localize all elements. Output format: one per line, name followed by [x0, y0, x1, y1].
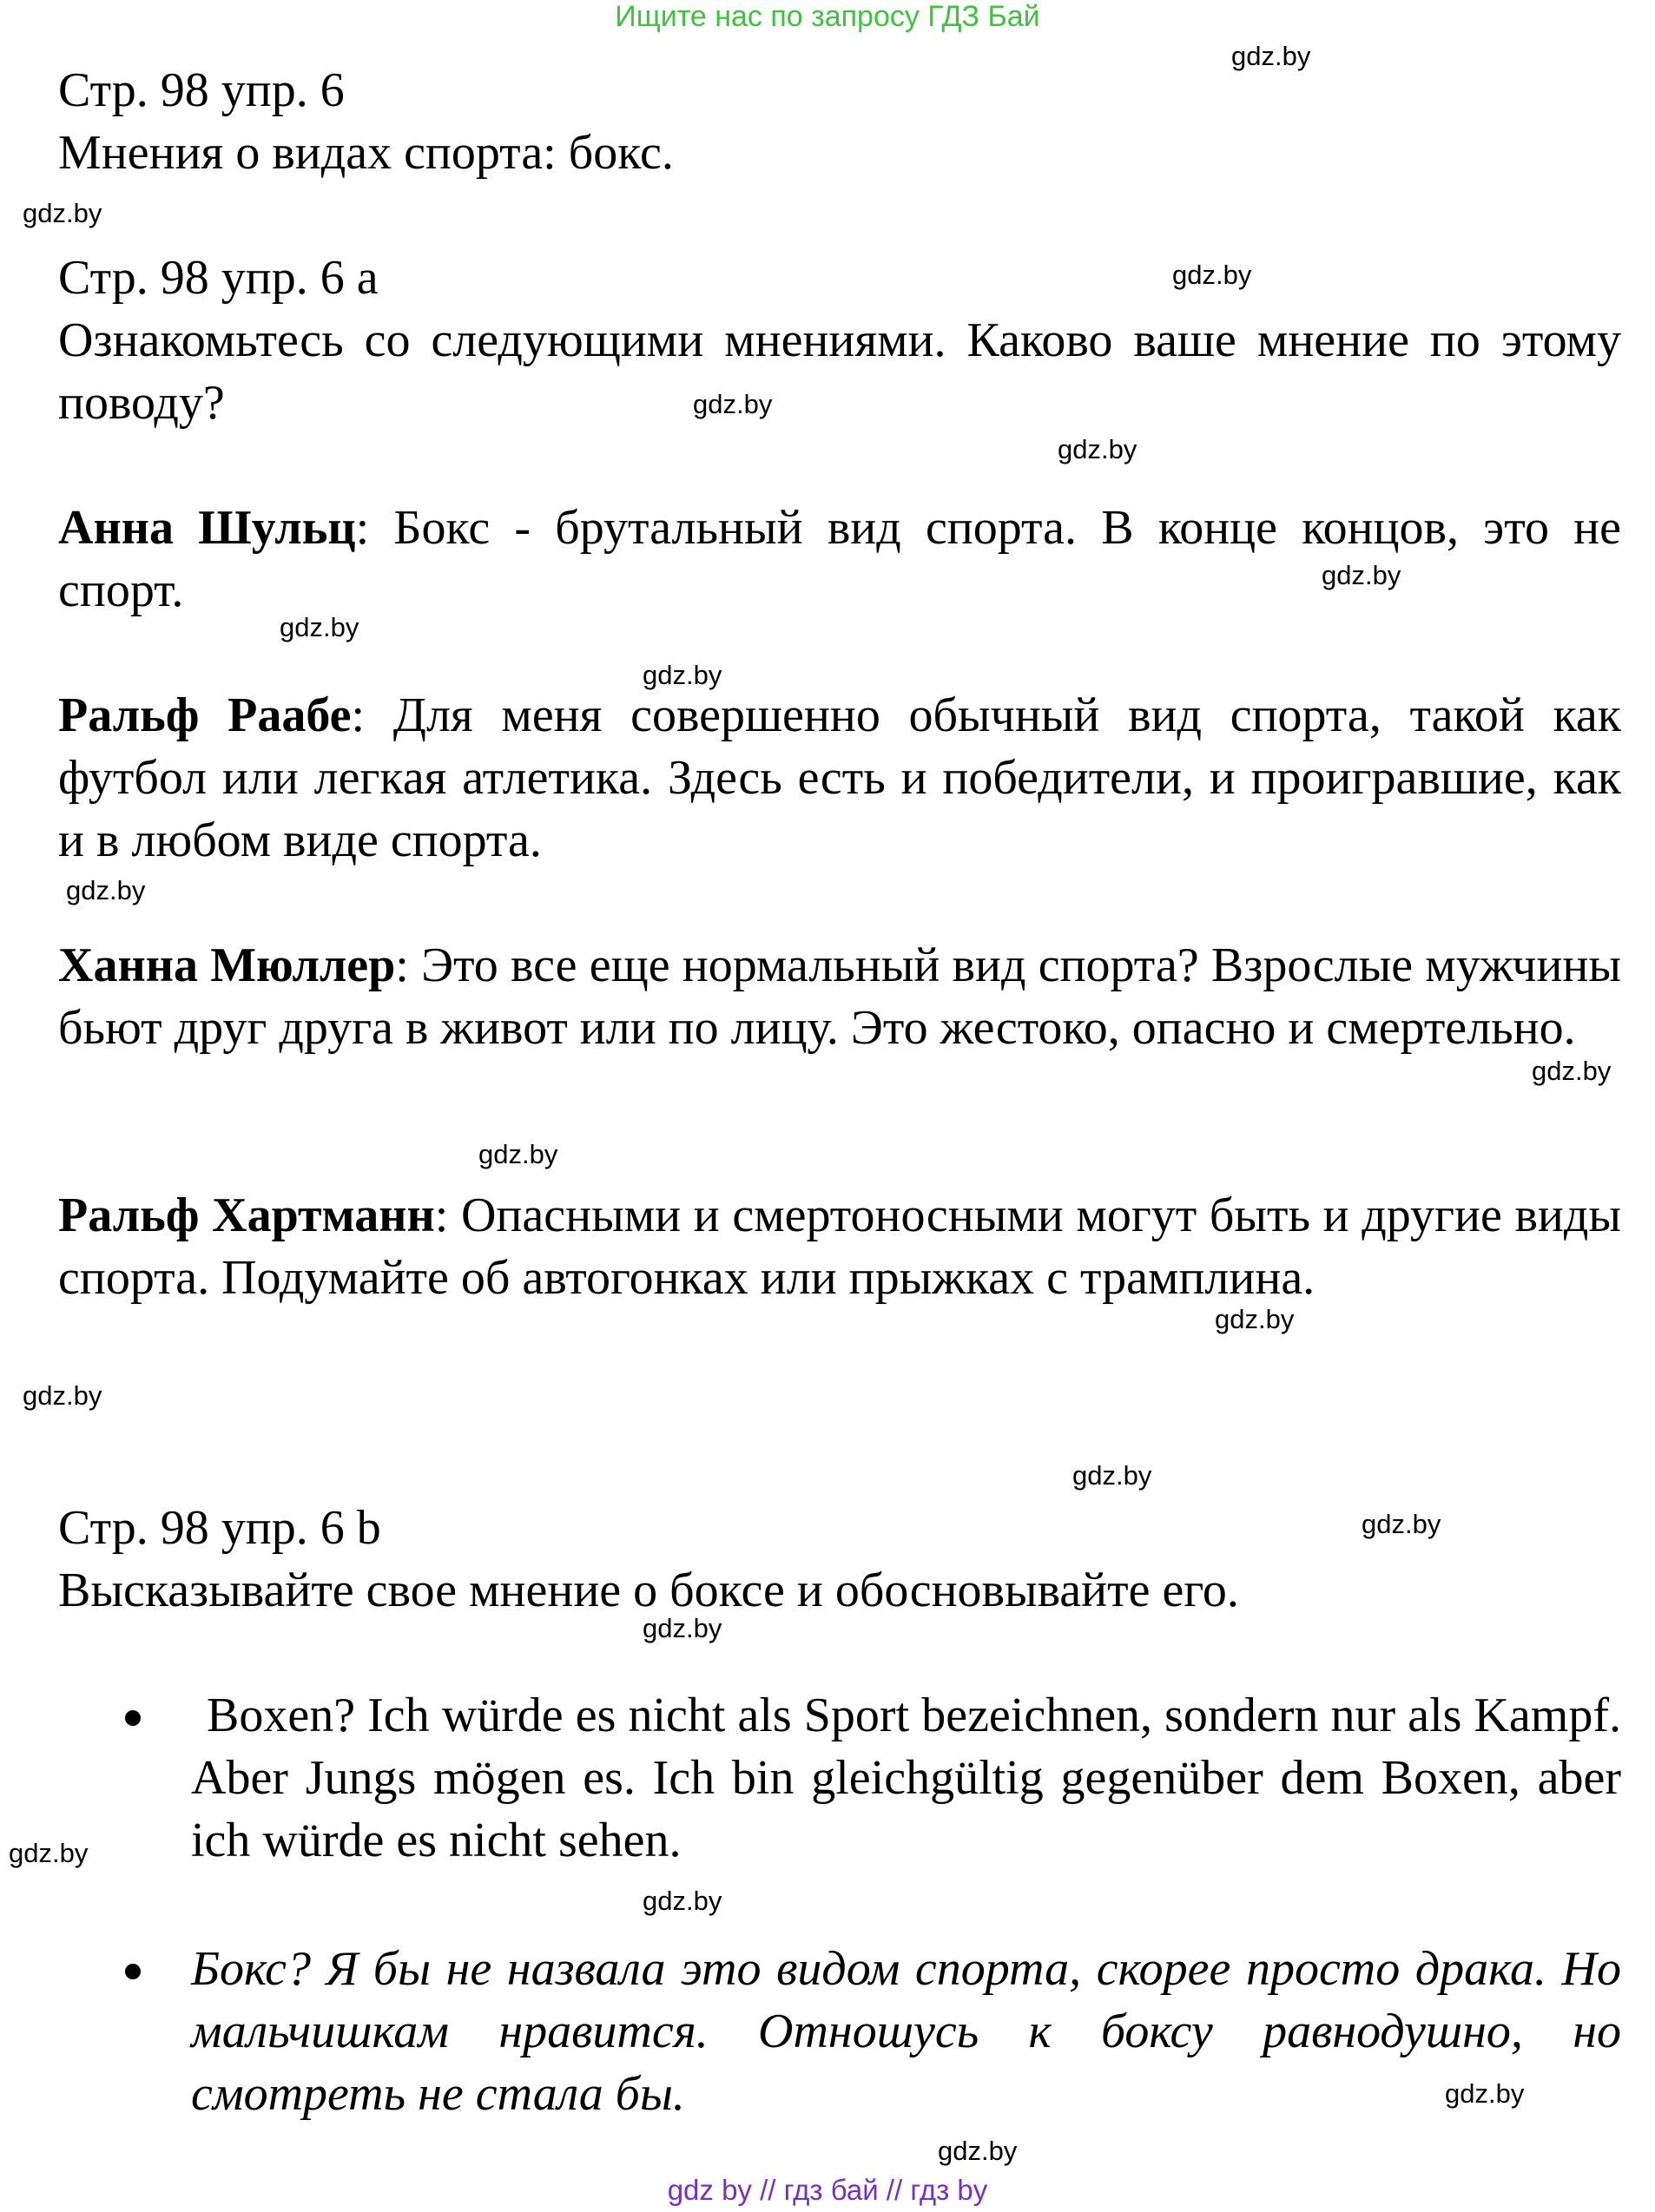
watermark: gdz.by — [66, 875, 146, 905]
watermark: gdz.by — [643, 1613, 722, 1643]
watermark: gdz.by — [938, 2136, 1018, 2166]
bullet-icon — [125, 1710, 141, 1726]
watermark: gdz.by — [1058, 434, 1137, 464]
watermark: gdz.by — [478, 1139, 558, 1169]
watermark: gdz.by — [23, 1380, 102, 1411]
bullet-icon — [125, 1964, 141, 1979]
watermark: gdz.by — [1362, 1509, 1441, 1539]
opinion-2 — [58, 684, 1621, 872]
watermark: gdz.by — [643, 660, 722, 690]
opinion-3-text: : Это все еще нормальный вид спорта? Взрослые мужчины бьют друг друга в живот или по лицу. Это жестоко, опасно и смертельно. — [58, 938, 1622, 1055]
watermark: gdz.by — [23, 198, 102, 228]
watermark: gdz.by — [9, 1838, 89, 1868]
section-1-topic: Мнения о видах спорта: бокс. — [58, 126, 674, 180]
opinion-3-name: Ханна Мюллер — [58, 938, 396, 992]
section-2-instruction: Ознакомьтесь со следующими мнениями. Каково ваше мнение по этому поводу? — [58, 313, 1621, 430]
section-3-heading: Стр. 98 упр. 6 b — [58, 1501, 381, 1555]
watermark: gdz.by — [1072, 1460, 1152, 1491]
opinion-2-name: Ральф Раабе — [58, 688, 352, 742]
watermark: gdz.by — [1172, 260, 1252, 290]
bullet-german-text: Boxen? Ich würde es nicht als Sport bezeichnen, sondern nur als Kampf. Aber Jungs mögen es. Ich bin gleichgültig gegenüber dem Boxen, aber ich würde es nicht sehen. — [191, 1689, 1621, 1867]
top-banner[interactable]: Ищите нас по запросу ГДЗ Бай — [615, 0, 1040, 33]
watermark: gdz.by — [1215, 1304, 1295, 1334]
opinion-3 — [58, 934, 1621, 1059]
opinion-1-text: : Бокс - брутальный вид спорта. В конце концов, это не спорт. — [58, 501, 1621, 617]
watermark: gdz.by — [643, 1886, 722, 1916]
opinion-4-name: Ральф Хартманн — [58, 1188, 435, 1242]
section-1-heading: Стр. 98 упр. 6 — [58, 63, 345, 117]
bullet-russian-text: Бокс? Я бы не назвала это видом спорта, скорее просто драка. Но мальчишкам нравится. Отношусь к боксу равнодушно, но смотреть не стала бы. — [191, 1942, 1621, 2121]
watermark: gdz.by — [280, 612, 359, 642]
opinion-4 — [58, 1184, 1621, 1309]
opinion-2-text: : Для меня совершенно обычный вид спорта, такой как футбол или легкая атлетика. Здесь есть и победители, и проигравшие, как и в любом виде спорта. — [58, 688, 1621, 867]
watermark: gdz.by — [1231, 41, 1311, 71]
section-3-instruction: Высказывайте свое мнение о боксе и обосновывайте его. — [58, 1564, 1239, 1617]
footer-links[interactable]: gdz by // гдз бай // гдз by — [667, 2174, 988, 2206]
watermark: gdz.by — [693, 389, 773, 419]
opinion-4-text: : Опасными и смертоносными могут быть и другие виды спорта. Подумайте об автогонках или прыжках с трамплина. — [58, 1188, 1622, 1305]
opinion-1-name: Анна Шульц — [58, 501, 356, 555]
watermark: gdz.by — [1445, 2078, 1525, 2109]
watermark: gdz.by — [1532, 1056, 1612, 1086]
section-2-heading: Стр. 98 упр. 6 а — [58, 251, 379, 305]
watermark: gdz.by — [1322, 560, 1401, 590]
opinion-1 — [58, 497, 1621, 622]
